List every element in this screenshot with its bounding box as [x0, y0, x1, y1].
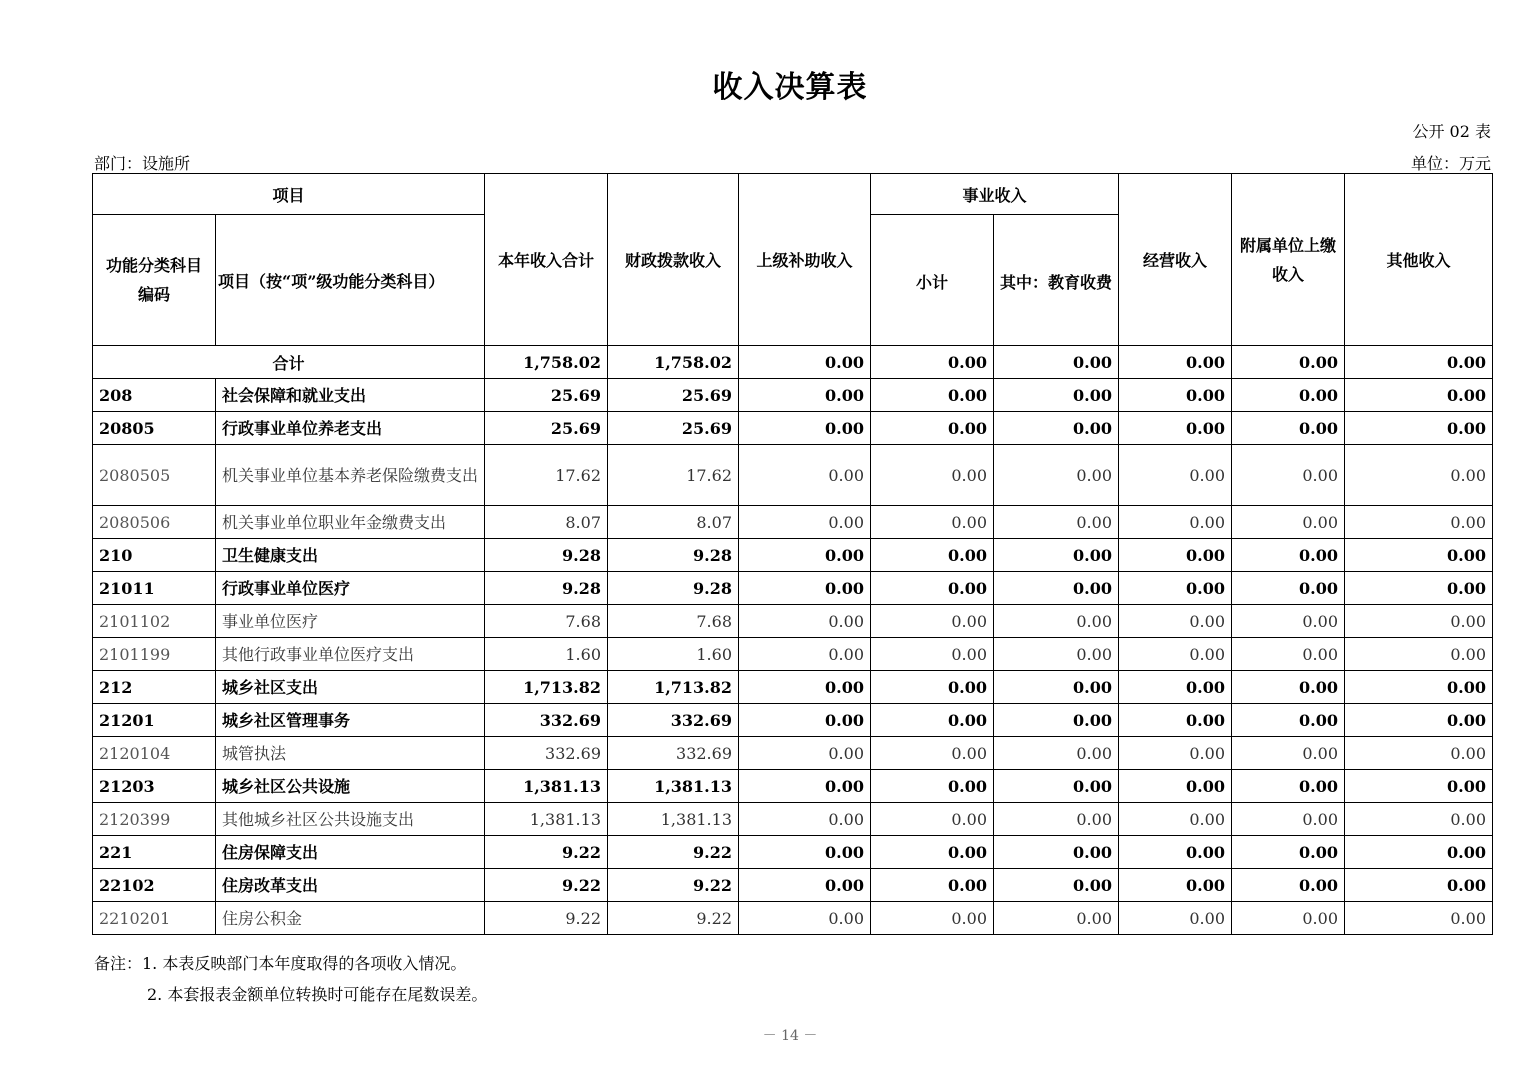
- row-value: 9.22: [485, 869, 608, 902]
- row-value: 332.69: [608, 737, 739, 770]
- row-value: 1,713.82: [485, 671, 608, 704]
- row-value: 0.00: [1232, 638, 1345, 671]
- notes: [94, 948, 487, 1010]
- row-value: 0.00: [739, 605, 871, 638]
- row-value: 1,381.13: [485, 803, 608, 836]
- row-value: 0.00: [1232, 869, 1345, 902]
- row-value: 9.22: [485, 902, 608, 935]
- row-value: 0.00: [739, 671, 871, 704]
- row-name: 城乡社区支出: [216, 671, 485, 704]
- row-code: 22102: [93, 869, 216, 902]
- row-name: 机关事业单位基本养老保险缴费支出: [216, 445, 485, 506]
- row-value: 1.60: [485, 638, 608, 671]
- row-value: 8.07: [608, 506, 739, 539]
- table-row: [93, 902, 1493, 935]
- row-value: 0.00: [994, 572, 1119, 605]
- row-value: 0.00: [1345, 836, 1493, 869]
- row-value: 0.00: [871, 770, 994, 803]
- page-number: － 14 －: [762, 1028, 818, 1044]
- row-value: 0.00: [1345, 803, 1493, 836]
- row-value: 0.00: [1232, 704, 1345, 737]
- row-name: 住房公积金: [216, 902, 485, 935]
- row-value: 0.00: [871, 605, 994, 638]
- form-number: 公开 02 表: [1412, 122, 1491, 141]
- row-value: 9.28: [608, 572, 739, 605]
- header-subtotal: 小计: [871, 215, 994, 346]
- row-value: 0.00: [1232, 770, 1345, 803]
- row-value: 0.00: [1345, 572, 1493, 605]
- row-value: 0.00: [739, 770, 871, 803]
- row-value: 0.00: [1345, 737, 1493, 770]
- row-value: 0.00: [1119, 638, 1232, 671]
- row-value: 0.00: [994, 902, 1119, 935]
- row-value: 332.69: [608, 704, 739, 737]
- row-code: 210: [93, 539, 216, 572]
- row-value: 0.00: [1232, 671, 1345, 704]
- table-row: [93, 671, 1493, 704]
- row-value: 9.22: [608, 902, 739, 935]
- row-value: 0.00: [994, 605, 1119, 638]
- row-value: 0.00: [1345, 902, 1493, 935]
- row-value: 0.00: [994, 379, 1119, 412]
- note-line: 备注：1. 本表反映部门本年度取得的各项收入情况。: [94, 954, 467, 973]
- row-value: 0.00: [739, 572, 871, 605]
- header-project: 项目: [93, 174, 485, 215]
- row-value: 0.00: [739, 869, 871, 902]
- table-body: [93, 379, 1493, 935]
- header-func-code: 功能分类科目编码: [93, 215, 216, 346]
- row-value: 0.00: [1232, 572, 1345, 605]
- row-name: 卫生健康支出: [216, 539, 485, 572]
- row-value: 9.22: [485, 836, 608, 869]
- row-value: 0.00: [739, 737, 871, 770]
- table-row: [93, 539, 1493, 572]
- row-value: 0.00: [994, 869, 1119, 902]
- row-value: 0.00: [871, 445, 994, 506]
- row-name: 城乡社区公共设施: [216, 770, 485, 803]
- row-value: 0.00: [1345, 704, 1493, 737]
- row-value: 25.69: [485, 379, 608, 412]
- table-row: [93, 770, 1493, 803]
- row-code: 2080505: [93, 445, 216, 506]
- row-value: 0.00: [1119, 506, 1232, 539]
- page-title: 收入决算表: [712, 70, 868, 105]
- row-value: 0.00: [871, 803, 994, 836]
- row-name: 其他行政事业单位医疗支出: [216, 638, 485, 671]
- row-code: 2120399: [93, 803, 216, 836]
- row-code: 21203: [93, 770, 216, 803]
- row-code: 2120104: [93, 737, 216, 770]
- row-value: 0.00: [1119, 671, 1232, 704]
- row-value: 8.07: [485, 506, 608, 539]
- table-row: [93, 379, 1493, 412]
- row-value: 0.00: [1119, 836, 1232, 869]
- row-value: 0.00: [871, 638, 994, 671]
- row-value: 9.22: [608, 869, 739, 902]
- row-value: 0.00: [1232, 539, 1345, 572]
- table-row: [93, 638, 1493, 671]
- row-value: 0.00: [1119, 412, 1232, 445]
- row-code: 2101199: [93, 638, 216, 671]
- table-row: [93, 737, 1493, 770]
- row-value: 0.00: [1345, 506, 1493, 539]
- row-value: 0.00: [1232, 506, 1345, 539]
- row-value: 0.00: [994, 737, 1119, 770]
- total-cell: 1,758.02: [485, 346, 608, 379]
- row-value: 0.00: [1345, 379, 1493, 412]
- row-code: 21201: [93, 704, 216, 737]
- row-value: 0.00: [1232, 445, 1345, 506]
- row-value: 0.00: [994, 836, 1119, 869]
- header-education-fee: 其中：教育收费: [994, 215, 1119, 346]
- row-value: 0.00: [739, 704, 871, 737]
- row-value: 0.00: [994, 671, 1119, 704]
- row-value: 0.00: [1345, 539, 1493, 572]
- row-value: 0.00: [994, 445, 1119, 506]
- row-value: 0.00: [871, 412, 994, 445]
- row-code: 21011: [93, 572, 216, 605]
- row-value: 0.00: [1119, 704, 1232, 737]
- row-name: 城管执法: [216, 737, 485, 770]
- row-value: 0.00: [1119, 902, 1232, 935]
- row-value: 0.00: [739, 803, 871, 836]
- header-project-name: 项目（按“项”级功能分类科目）: [216, 215, 485, 346]
- row-value: 0.00: [1345, 412, 1493, 445]
- row-value: 0.00: [1345, 605, 1493, 638]
- table-row: [93, 704, 1493, 737]
- total-row: [93, 346, 1493, 379]
- row-value: 0.00: [871, 737, 994, 770]
- table-row: [93, 605, 1493, 638]
- row-value: 0.00: [739, 412, 871, 445]
- row-value: 17.62: [608, 445, 739, 506]
- row-name: 社会保障和就业支出: [216, 379, 485, 412]
- header-operating-income: 经营收入: [1119, 174, 1232, 346]
- note-line: 2. 本套报表金额单位转换时可能存在尾数误差。: [147, 985, 488, 1004]
- row-value: 0.00: [1345, 671, 1493, 704]
- table-row: [93, 412, 1493, 445]
- row-value: 0.00: [1119, 869, 1232, 902]
- total-cell: 0.00: [871, 346, 994, 379]
- row-value: 0.00: [739, 506, 871, 539]
- row-name: 城乡社区管理事务: [216, 704, 485, 737]
- row-name: 其他城乡社区公共设施支出: [216, 803, 485, 836]
- row-value: 1,381.13: [608, 770, 739, 803]
- row-value: 0.00: [871, 704, 994, 737]
- total-cell: 0.00: [1119, 346, 1232, 379]
- row-value: 0.00: [994, 770, 1119, 803]
- row-value: 25.69: [485, 412, 608, 445]
- row-value: 0.00: [739, 539, 871, 572]
- row-value: 9.28: [608, 539, 739, 572]
- row-value: 25.69: [608, 412, 739, 445]
- row-code: 2101102: [93, 605, 216, 638]
- row-value: 0.00: [739, 379, 871, 412]
- row-value: 0.00: [994, 539, 1119, 572]
- row-value: 0.00: [994, 506, 1119, 539]
- row-value: 0.00: [994, 412, 1119, 445]
- row-value: 0.00: [871, 506, 994, 539]
- row-value: 0.00: [1232, 605, 1345, 638]
- row-value: 0.00: [1119, 539, 1232, 572]
- row-value: 0.00: [871, 836, 994, 869]
- header-business-income: 事业收入: [871, 174, 1119, 215]
- row-name: 住房保障支出: [216, 836, 485, 869]
- row-value: 9.28: [485, 539, 608, 572]
- row-value: 0.00: [871, 869, 994, 902]
- row-value: 17.62: [485, 445, 608, 506]
- row-name: 机关事业单位职业年金缴费支出: [216, 506, 485, 539]
- row-value: 0.00: [1232, 803, 1345, 836]
- income-table: [92, 173, 1493, 935]
- row-code: 221: [93, 836, 216, 869]
- row-value: 0.00: [1232, 836, 1345, 869]
- table-row: [93, 803, 1493, 836]
- row-value: 0.00: [871, 572, 994, 605]
- row-value: 0.00: [739, 638, 871, 671]
- row-value: 0.00: [1232, 379, 1345, 412]
- header-superior-subsidy: 上级补助收入: [739, 174, 871, 346]
- row-value: 7.68: [608, 605, 739, 638]
- row-value: 0.00: [1119, 803, 1232, 836]
- row-value: 9.28: [485, 572, 608, 605]
- unit-label: 单位：万元: [1410, 154, 1491, 173]
- table-row: [93, 869, 1493, 902]
- row-value: 1,381.13: [608, 803, 739, 836]
- row-value: 0.00: [1119, 379, 1232, 412]
- total-cell: 1,758.02: [608, 346, 739, 379]
- row-value: 25.69: [608, 379, 739, 412]
- row-value: 1,713.82: [608, 671, 739, 704]
- row-value: 0.00: [1119, 737, 1232, 770]
- row-value: 0.00: [1119, 572, 1232, 605]
- row-value: 0.00: [739, 836, 871, 869]
- row-value: 332.69: [485, 737, 608, 770]
- table-row: [93, 506, 1493, 539]
- row-value: 0.00: [739, 902, 871, 935]
- row-value: 0.00: [871, 671, 994, 704]
- row-value: 0.00: [994, 704, 1119, 737]
- row-value: 0.00: [871, 902, 994, 935]
- row-value: 0.00: [1232, 737, 1345, 770]
- row-code: 2080506: [93, 506, 216, 539]
- row-value: 0.00: [739, 445, 871, 506]
- row-value: 0.00: [871, 539, 994, 572]
- row-value: 9.22: [608, 836, 739, 869]
- row-value: 0.00: [1345, 869, 1493, 902]
- row-value: 332.69: [485, 704, 608, 737]
- header-total-income: 本年收入合计: [485, 174, 608, 346]
- department-label: 部门：设施所: [94, 154, 191, 173]
- total-cell: 0.00: [1232, 346, 1345, 379]
- row-name: 住房改革支出: [216, 869, 485, 902]
- row-value: 0.00: [1119, 445, 1232, 506]
- header-affiliated-income: 附属单位上缴收入: [1232, 174, 1345, 346]
- header-fiscal: 财政拨款收入: [608, 174, 739, 346]
- row-value: 0.00: [994, 638, 1119, 671]
- row-code: 212: [93, 671, 216, 704]
- row-name: 行政事业单位养老支出: [216, 412, 485, 445]
- table-row: [93, 572, 1493, 605]
- row-name: 事业单位医疗: [216, 605, 485, 638]
- header-row-1: [93, 174, 1493, 215]
- row-name: 行政事业单位医疗: [216, 572, 485, 605]
- total-cell: 0.00: [1345, 346, 1493, 379]
- total-cell: 0.00: [739, 346, 871, 379]
- row-code: 20805: [93, 412, 216, 445]
- row-code: 2210201: [93, 902, 216, 935]
- row-value: 0.00: [1119, 770, 1232, 803]
- row-value: 1.60: [608, 638, 739, 671]
- table-row: [93, 836, 1493, 869]
- total-cell: 0.00: [994, 346, 1119, 379]
- row-value: 1,381.13: [485, 770, 608, 803]
- row-value: 0.00: [871, 379, 994, 412]
- row-value: 0.00: [994, 803, 1119, 836]
- row-value: 0.00: [1345, 445, 1493, 506]
- row-value: 0.00: [1232, 412, 1345, 445]
- row-value: 0.00: [1345, 638, 1493, 671]
- row-code: 208: [93, 379, 216, 412]
- row-value: 0.00: [1119, 605, 1232, 638]
- row-value: 0.00: [1345, 770, 1493, 803]
- row-value: 7.68: [485, 605, 608, 638]
- total-label: 合计: [93, 346, 485, 379]
- table-row: [93, 445, 1493, 506]
- header-other-income: 其他收入: [1345, 174, 1493, 346]
- row-value: 0.00: [1232, 902, 1345, 935]
